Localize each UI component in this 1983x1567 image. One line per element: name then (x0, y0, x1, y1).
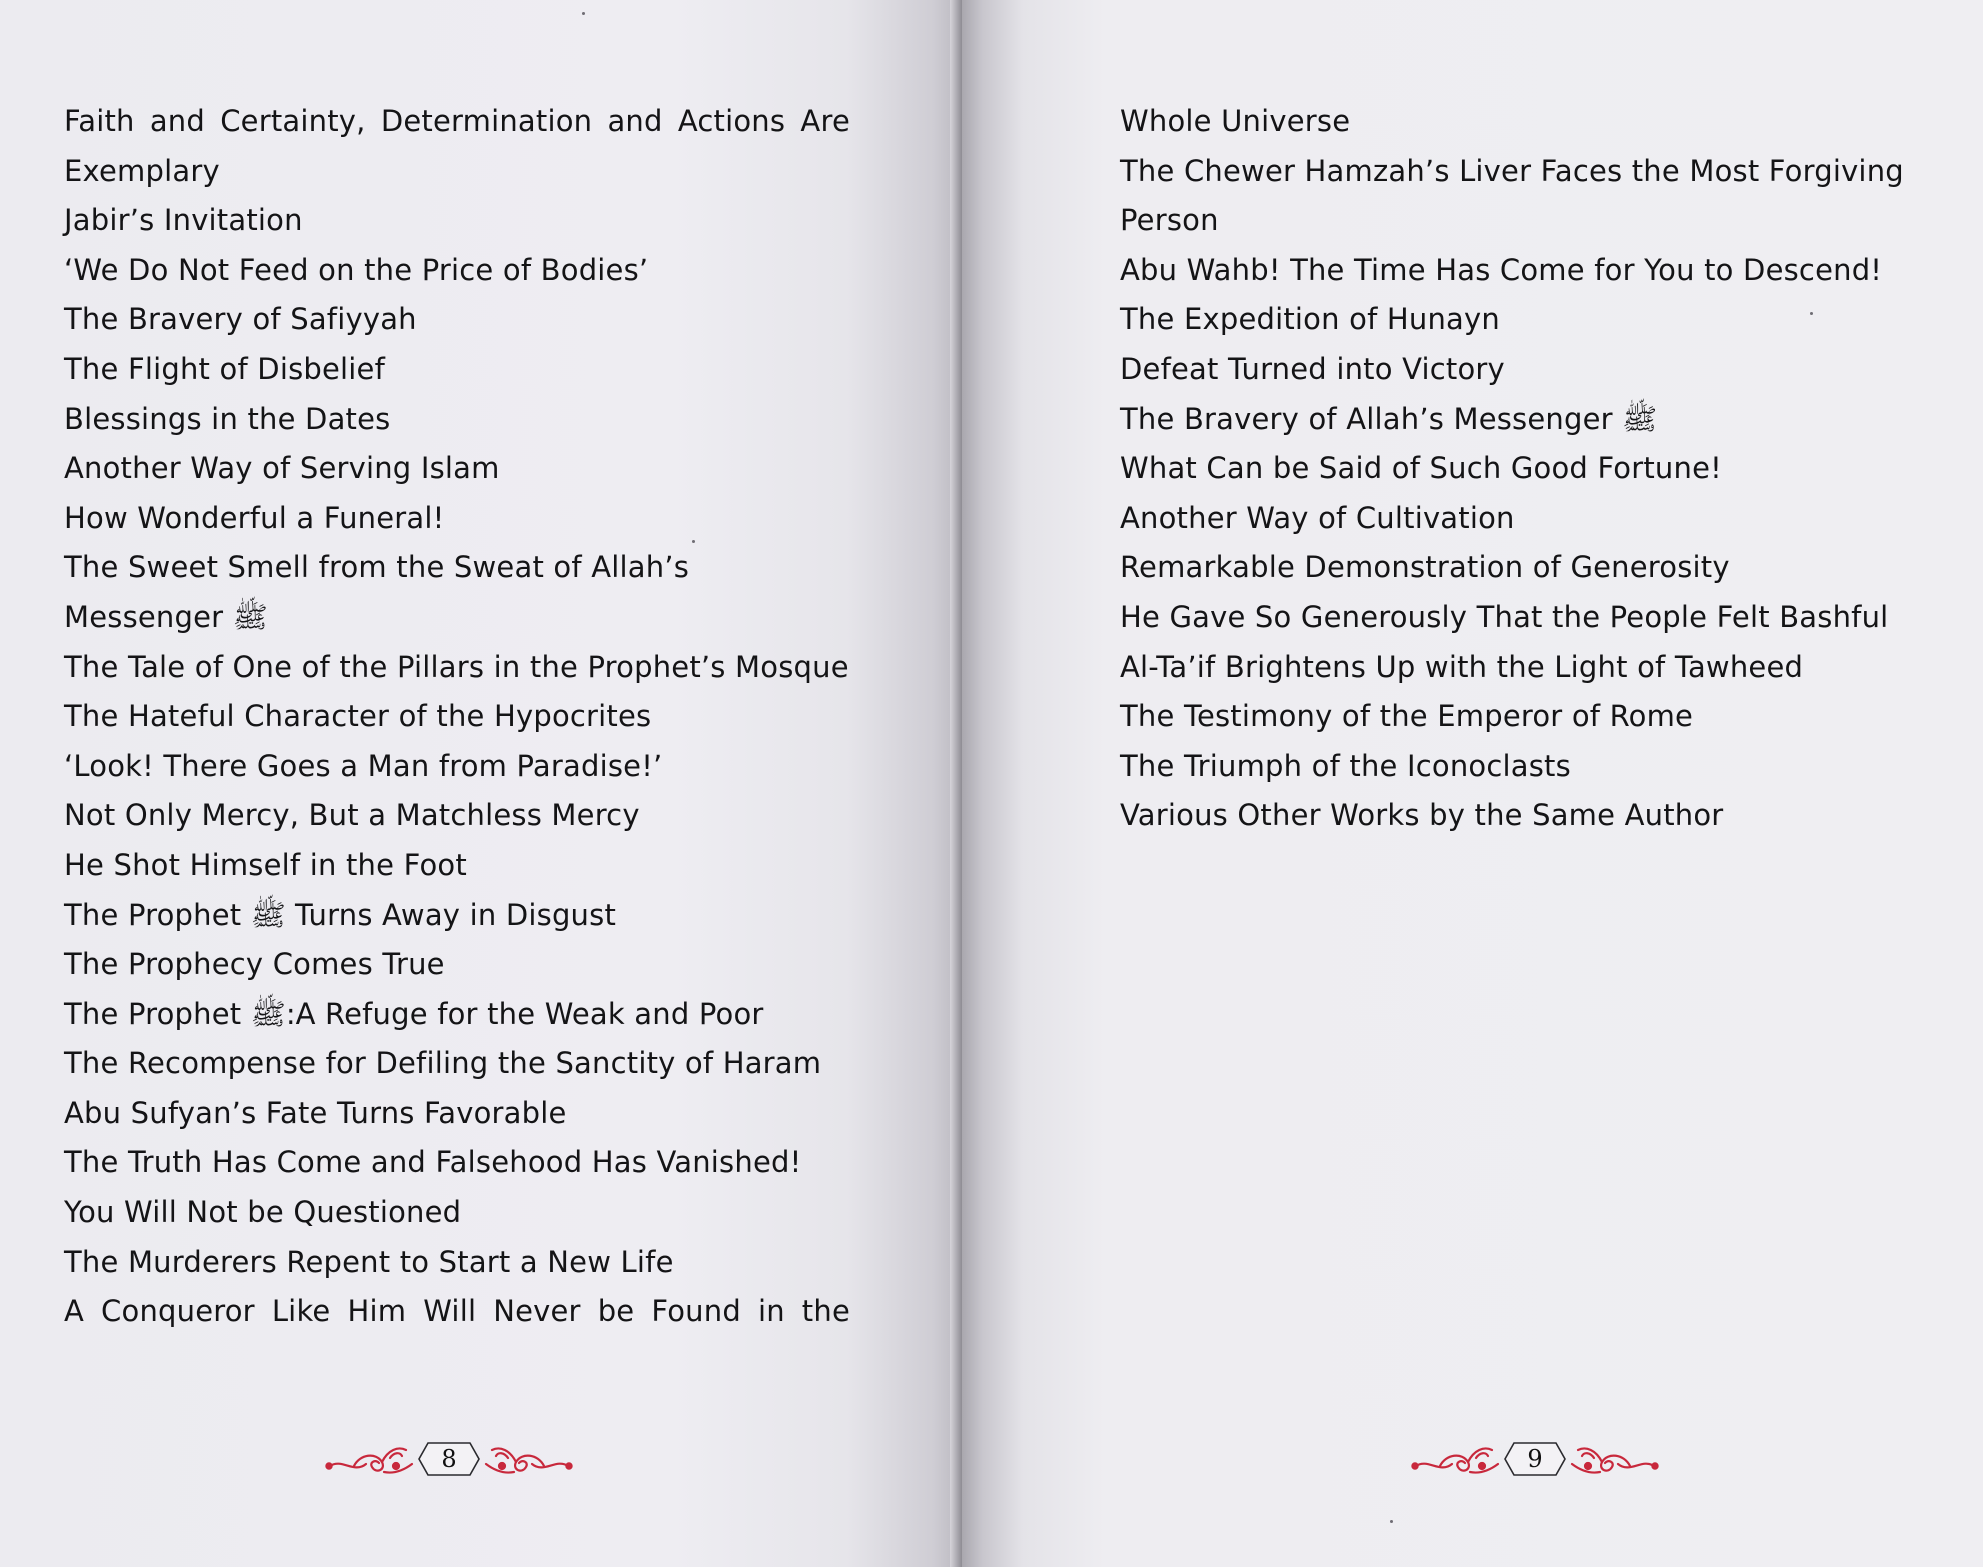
toc-entry: The Sweet Smell from the Sweat of Allah’s Messenger ﷺ (64, 550, 690, 634)
paper-speck (1390, 1520, 1393, 1523)
page-number-ornament (324, 1436, 574, 1482)
toc-entry: The Chewer Hamzah’s Liver Faces the Most Forgiving Person (1120, 153, 1904, 238)
paper-speck (582, 12, 585, 15)
toc-entry: The Truth Has Come and Falsehood Has Vanished! (64, 1145, 802, 1180)
paper-speck (692, 540, 695, 543)
toc-entry: The Triumph of the Iconoclasts (1120, 748, 1571, 783)
page-number: 8 (441, 1445, 457, 1473)
toc-entry: The Expedition of Hunayn (1120, 302, 1500, 337)
left-page (0, 0, 962, 1567)
toc-entry: How Wonderful a Funeral! (64, 500, 445, 535)
toc-entry: He Gave So Generously That the People Felt Bashful (1120, 599, 1889, 634)
toc-entry: Abu Sufyan’s Fate Turns Favorable (64, 1095, 567, 1130)
toc-entry: The Prophet ﷺ:A Refuge for the Weak and Poor (64, 996, 764, 1031)
toc-entry: He Shot Himself in the Foot (64, 847, 467, 882)
toc-entry: The Testimony of the Emperor of Rome (1120, 699, 1694, 734)
toc-entry: ‘Look! There Goes a Man from Paradise!’ (64, 748, 663, 783)
toc-entry: The Murderers Repent to Start a New Life (64, 1244, 674, 1279)
page-number-ornament (1410, 1436, 1660, 1482)
toc-entry: Al-Ta’if Brightens Up with the Light of Tawheed (1120, 649, 1804, 684)
toc-entry: Remarkable Demonstration of Generosity (1120, 550, 1730, 585)
toc-list-right (1120, 97, 1930, 841)
toc-entry: The Hateful Character of the Hypocrites (64, 699, 652, 734)
toc-entry: A Conqueror Like Him Will Never be Found in the (64, 1294, 850, 1329)
toc-entry: Not Only Mercy, But a Matchless Mercy (64, 798, 640, 833)
toc-entry: Blessings in the Dates (64, 401, 391, 436)
paper-speck (1810, 312, 1813, 315)
toc-entry: Another Way of Cultivation (1120, 500, 1515, 535)
toc-list-left (64, 97, 850, 1337)
right-page (962, 0, 1983, 1567)
toc-entry: The Prophet ﷺ Turns Away in Disgust (64, 897, 617, 932)
toc-entry: The Bravery of Allah’s Messenger ﷺ (1120, 401, 1658, 436)
toc-entry: Faith and Certainty, Determination and Actions Are Exemplary (64, 104, 850, 188)
toc-entry: You Will Not be Questioned (64, 1195, 462, 1230)
toc-entry: Abu Wahb! The Time Has Come for You to Descend! (1120, 252, 1883, 287)
page-number: 9 (1527, 1445, 1543, 1473)
toc-entry: The Prophecy Comes True (64, 947, 445, 982)
toc-entry: Jabir’s Invitation (64, 203, 303, 238)
toc-entry: The Flight of Disbelief (64, 351, 386, 386)
toc-entry: Another Way of Serving Islam (64, 451, 500, 486)
toc-entry: What Can be Said of Such Good Fortune! (1120, 451, 1722, 486)
toc-entry: Defeat Turned into Victory (1120, 351, 1505, 386)
toc-entry: Whole Universe (1120, 104, 1351, 138)
toc-entry: The Bravery of Safiyyah (64, 302, 417, 337)
toc-entry: ‘We Do Not Feed on the Price of Bodies’ (64, 252, 649, 287)
toc-entry: Various Other Works by the Same Author (1120, 798, 1724, 833)
toc-entry: The Recompense for Defiling the Sanctity of Haram (64, 1046, 822, 1081)
toc-entry: The Tale of One of the Pillars in the Prophet’s Mosque (64, 649, 849, 684)
